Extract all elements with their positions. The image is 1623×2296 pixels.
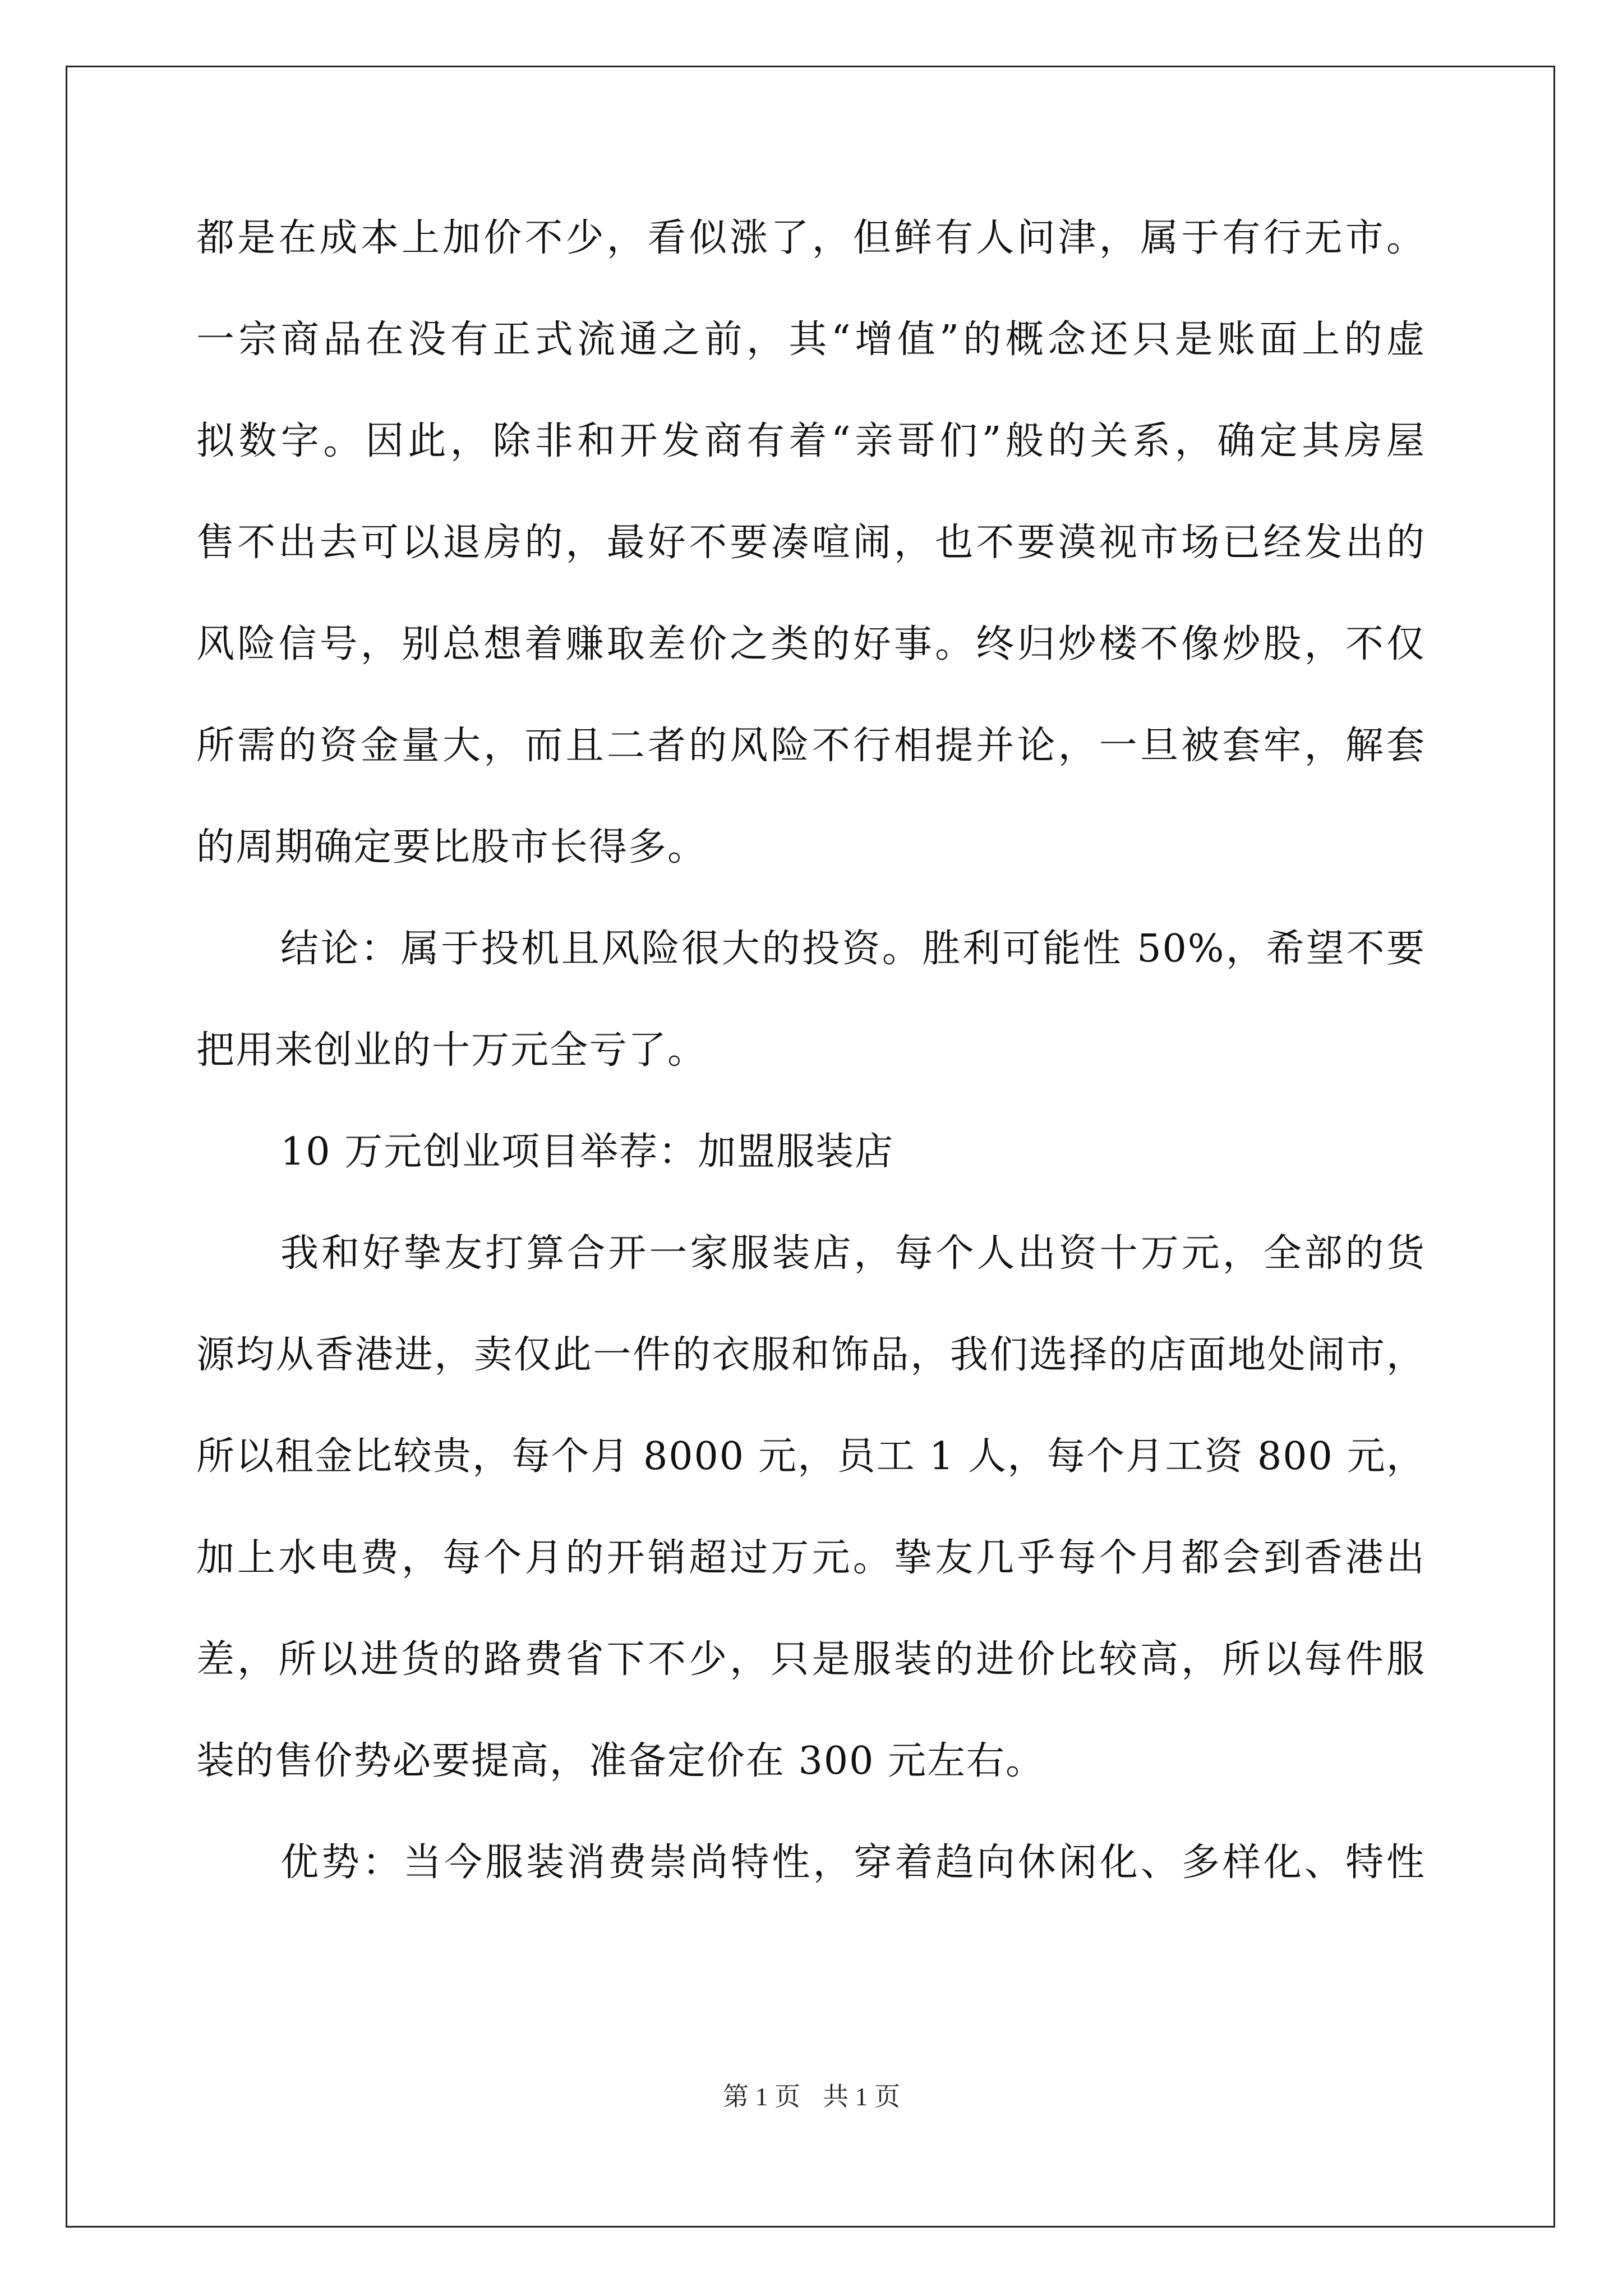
text-line: 源均从香港进，卖仅此一件的衣服和饰品，我们选择的店面地处闹市， [196, 1333, 1426, 1377]
text-line: 装的售价势必要提高，准备定价在 300 元左右。 [196, 1739, 1045, 1783]
page-number: 第 1 页 [723, 2082, 800, 2111]
text-line: 拟数字。因此，除非和开发商有着“亲哥们”般的关系，确定其房屋 [196, 419, 1426, 463]
text-line: 售不出去可以退房的，最好不要凑喧闹，也不要漠视市场已经发出的 [196, 521, 1426, 565]
text-line: 所需的资金量大，而且二者的风险不行相提并论，一旦被套牢，解套 [196, 724, 1426, 768]
section-heading: 10 万元创业项目举荐：加盟服装店 [280, 1130, 895, 1174]
advantages-paragraph-start: 优势：当今服装消费崇尚特性，穿着趋向休闲化、多样化、特性 [280, 1841, 1426, 1885]
text-line: 差，所以进货的路费省下不少，只是服装的进价比较高，所以每件服 [196, 1637, 1426, 1682]
text-line: 风险信号，别总想着赚取差价之类的好事。终归炒楼不像炒股，不仅 [196, 622, 1426, 666]
text-line: 所以租金比较贵，每个月 8000 元，员工 1 人，每个月工资 800 元， [196, 1434, 1426, 1479]
page-total: 共 1 页 [823, 2082, 900, 2111]
text-line: 一宗商品在没有正式流通之前，其“增值”的概念还只是账面上的虚 [196, 318, 1426, 362]
text-line: 都是在成本上加价不少，看似涨了，但鲜有人问津，属于有行无市。 [196, 216, 1426, 260]
text-line: 加上水电费，每个月的开销超过万元。挚友几乎每个月都会到香港出 [196, 1536, 1426, 1580]
conclusion-paragraph-start: 结论：属于投机且风险很大的投资。胜利可能性 50%，希望不要 [280, 927, 1426, 971]
page-footer [0, 2080, 1623, 2114]
text-line: 的周期确定要比股市长得多。 [196, 825, 707, 869]
paragraph-start: 我和好挚友打算合开一家服装店，每个人出资十万元，全部的货 [280, 1231, 1426, 1276]
text-line: 把用来创业的十万元全亏了。 [196, 1028, 707, 1073]
